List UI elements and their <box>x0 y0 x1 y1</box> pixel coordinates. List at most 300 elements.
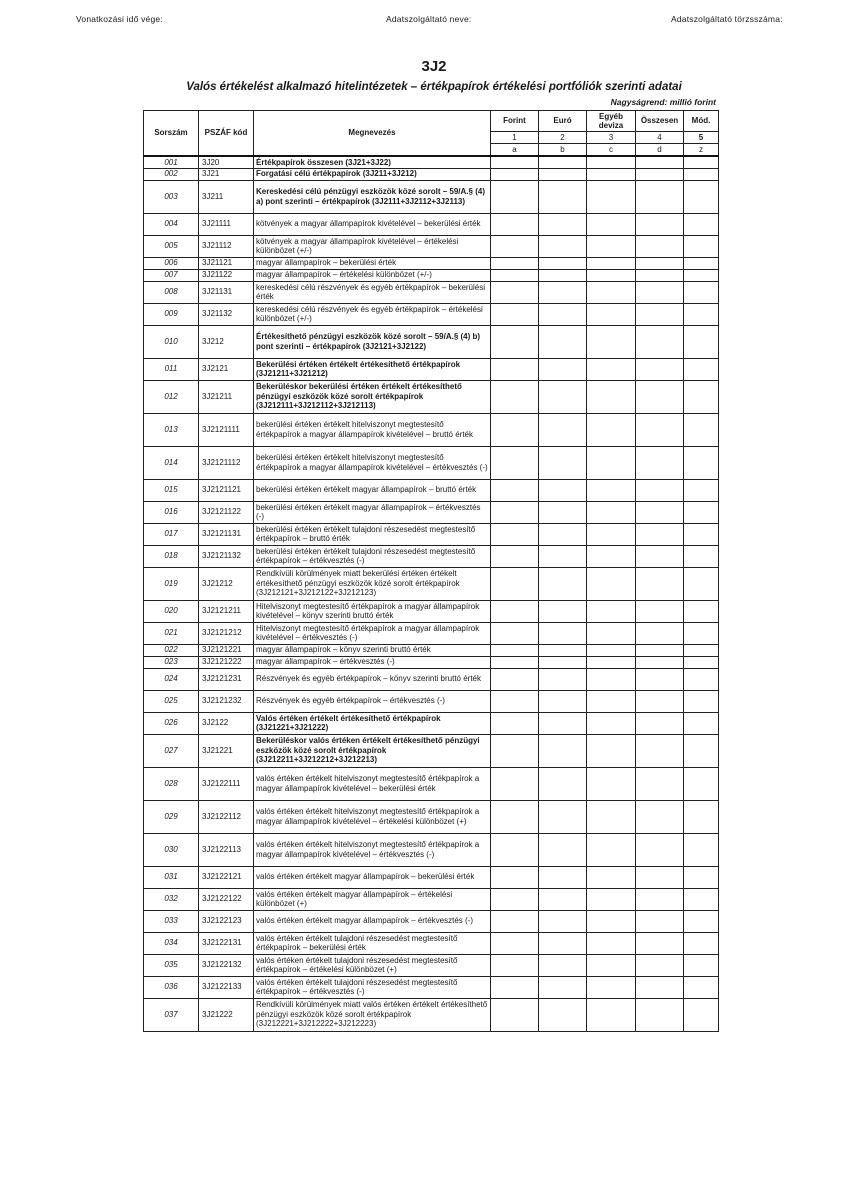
value-cell-forint[interactable] <box>491 501 539 523</box>
value-cell-total[interactable] <box>636 168 684 180</box>
table-row <box>144 523 719 545</box>
col-letter: c <box>587 144 636 157</box>
value-cell-forint[interactable] <box>491 866 539 888</box>
value-cell-forint[interactable] <box>491 545 539 567</box>
table-row <box>144 976 719 998</box>
value-cell-euro[interactable] <box>539 325 587 358</box>
value-cell-mod[interactable] <box>684 734 719 767</box>
value-cell-other-currency[interactable] <box>587 281 636 303</box>
value-cell-euro[interactable] <box>539 910 587 932</box>
value-cell-mod[interactable] <box>684 932 719 954</box>
value-cell-total[interactable] <box>636 567 684 600</box>
value-cell-mod[interactable] <box>684 501 719 523</box>
table-row <box>144 866 719 888</box>
value-cell-other-currency[interactable] <box>587 600 636 622</box>
value-cell-total[interactable] <box>636 479 684 501</box>
value-cell-forint[interactable] <box>491 932 539 954</box>
value-cell-euro[interactable] <box>539 622 587 644</box>
value-cell-euro[interactable] <box>539 380 587 413</box>
value-cell-total[interactable] <box>636 998 684 1031</box>
value-cell-total[interactable] <box>636 910 684 932</box>
value-cell-total[interactable] <box>636 358 684 380</box>
value-cell-other-currency[interactable] <box>587 954 636 976</box>
table-row <box>144 644 719 656</box>
value-cell-forint[interactable] <box>491 180 539 213</box>
value-cell-total[interactable] <box>636 622 684 644</box>
value-cell-other-currency[interactable] <box>587 656 636 668</box>
value-cell-forint[interactable] <box>491 156 539 168</box>
value-cell-total[interactable] <box>636 523 684 545</box>
value-cell-other-currency[interactable] <box>587 767 636 800</box>
row-code: 3J2122121 <box>199 866 254 888</box>
value-cell-forint[interactable] <box>491 690 539 712</box>
value-cell-forint[interactable] <box>491 800 539 833</box>
row-name: Rendkívüli körülmények miatt valós értéken értékelt értékesíthető pénzügyi eszközök közé sorolt értékpapírok (3J212221+3J212222+3J212223) <box>254 998 491 1031</box>
row-code: 3J21111 <box>199 213 254 235</box>
row-code: 3J2122123 <box>199 910 254 932</box>
row-name: Részvények és egyéb értékpapírok – értékvesztés (-) <box>254 690 491 712</box>
value-cell-euro[interactable] <box>539 213 587 235</box>
value-cell-total[interactable] <box>636 888 684 910</box>
value-cell-other-currency[interactable] <box>587 976 636 998</box>
row-number: 031 <box>144 866 199 888</box>
row-name: valós értéken értékelt magyar állampapírok – bekerülési érték <box>254 866 491 888</box>
value-cell-forint[interactable] <box>491 888 539 910</box>
value-cell-euro[interactable] <box>539 269 587 281</box>
value-cell-euro[interactable] <box>539 998 587 1031</box>
row-code: 3J21112 <box>199 235 254 257</box>
table-row <box>144 932 719 954</box>
value-cell-other-currency[interactable] <box>587 545 636 567</box>
value-cell-forint[interactable] <box>491 954 539 976</box>
value-cell-forint[interactable] <box>491 235 539 257</box>
row-number: 029 <box>144 800 199 833</box>
value-cell-other-currency[interactable] <box>587 888 636 910</box>
value-cell-euro[interactable] <box>539 600 587 622</box>
row-code: 3J211 <box>199 180 254 213</box>
table-row <box>144 767 719 800</box>
row-name: kötvények a magyar állampapírok kivételével – bekerülési érték <box>254 213 491 235</box>
value-cell-total[interactable] <box>636 954 684 976</box>
row-name: bekerülési értéken értékelt magyar állampapírok – értékvesztés (-) <box>254 501 491 523</box>
value-cell-forint[interactable] <box>491 668 539 690</box>
value-cell-other-currency[interactable] <box>587 833 636 866</box>
value-cell-total[interactable] <box>636 866 684 888</box>
value-cell-mod[interactable] <box>684 712 719 734</box>
value-cell-other-currency[interactable] <box>587 269 636 281</box>
row-code: 3J2122 <box>199 712 254 734</box>
row-name: magyar állampapírok – könyv szerinti bruttó érték <box>254 644 491 656</box>
value-cell-mod[interactable] <box>684 600 719 622</box>
col-number: 3 <box>587 132 636 144</box>
value-cell-total[interactable] <box>636 976 684 998</box>
value-cell-other-currency[interactable] <box>587 690 636 712</box>
value-cell-euro[interactable] <box>539 833 587 866</box>
row-number: 028 <box>144 767 199 800</box>
value-cell-other-currency[interactable] <box>587 734 636 767</box>
row-number: 023 <box>144 656 199 668</box>
value-cell-forint[interactable] <box>491 567 539 600</box>
value-cell-total[interactable] <box>636 303 684 325</box>
row-name: valós értéken értékelt magyar állampapírok – értékvesztés (-) <box>254 910 491 932</box>
value-cell-forint[interactable] <box>491 281 539 303</box>
value-cell-total[interactable] <box>636 180 684 213</box>
value-cell-forint[interactable] <box>491 644 539 656</box>
value-cell-mod[interactable] <box>684 446 719 479</box>
table-row <box>144 668 719 690</box>
row-name: Hitelviszonyt megtestesítő értékpapírok a magyar állampapírok kivételével – könyv szerinti bruttó érték <box>254 600 491 622</box>
value-cell-total[interactable] <box>636 656 684 668</box>
value-cell-total[interactable] <box>636 932 684 954</box>
value-cell-forint[interactable] <box>491 998 539 1031</box>
row-name: bekerülési értéken értékelt magyar állampapírok – bruttó érték <box>254 479 491 501</box>
form-title: Valós értékelést alkalmazó hitelintézetek – értékpapírok értékelési portfóliók szerinti adatai <box>186 81 682 93</box>
value-cell-other-currency[interactable] <box>587 213 636 235</box>
table-row <box>144 303 719 325</box>
value-cell-mod[interactable] <box>684 523 719 545</box>
value-cell-other-currency[interactable] <box>587 380 636 413</box>
value-cell-mod[interactable] <box>684 413 719 446</box>
value-cell-total[interactable] <box>636 213 684 235</box>
value-cell-euro[interactable] <box>539 235 587 257</box>
value-cell-other-currency[interactable] <box>587 446 636 479</box>
row-name: kötvények a magyar állampapírok kivételével – értékelési különbözet (+/-) <box>254 235 491 257</box>
table-row <box>144 656 719 668</box>
value-cell-other-currency[interactable] <box>587 622 636 644</box>
value-cell-euro[interactable] <box>539 888 587 910</box>
table-row <box>144 325 719 358</box>
value-cell-euro[interactable] <box>539 866 587 888</box>
row-code: 3J21131 <box>199 281 254 303</box>
row-number: 037 <box>144 998 199 1031</box>
value-cell-forint[interactable] <box>491 380 539 413</box>
table-row <box>144 413 719 446</box>
col-header-pszaf-code: PSZÁF kód <box>199 111 254 157</box>
table-row <box>144 358 719 380</box>
value-cell-forint[interactable] <box>491 303 539 325</box>
value-cell-total[interactable] <box>636 413 684 446</box>
value-cell-other-currency[interactable] <box>587 932 636 954</box>
value-cell-mod[interactable] <box>684 976 719 998</box>
row-number: 035 <box>144 954 199 976</box>
row-name: magyar állampapírok – értékelési különbözet (+/-) <box>254 269 491 281</box>
value-cell-euro[interactable] <box>539 156 587 168</box>
row-code: 3J2121221 <box>199 644 254 656</box>
value-cell-mod[interactable] <box>684 910 719 932</box>
value-cell-euro[interactable] <box>539 734 587 767</box>
value-cell-euro[interactable] <box>539 303 587 325</box>
value-cell-forint[interactable] <box>491 168 539 180</box>
value-cell-euro[interactable] <box>539 656 587 668</box>
row-number: 017 <box>144 523 199 545</box>
table-row <box>144 567 719 600</box>
header-provider-name: Adatszolgáltató neve: <box>386 14 472 24</box>
row-code: 3J2122122 <box>199 888 254 910</box>
row-number: 011 <box>144 358 199 380</box>
row-code: 3J2121111 <box>199 413 254 446</box>
row-name: Részvények és egyéb értékpapírok – könyv szerinti bruttó érték <box>254 668 491 690</box>
value-cell-forint[interactable] <box>491 213 539 235</box>
value-cell-total[interactable] <box>636 833 684 866</box>
value-cell-forint[interactable] <box>491 767 539 800</box>
value-cell-forint[interactable] <box>491 976 539 998</box>
row-number: 022 <box>144 644 199 656</box>
value-cell-other-currency[interactable] <box>587 501 636 523</box>
value-cell-total[interactable] <box>636 545 684 567</box>
row-name: Valós értéken értékelt értékesíthető értékpapírok (3J21221+3J21222) <box>254 712 491 734</box>
value-cell-other-currency[interactable] <box>587 866 636 888</box>
value-cell-total[interactable] <box>636 501 684 523</box>
value-cell-total[interactable] <box>636 644 684 656</box>
value-cell-mod[interactable] <box>684 622 719 644</box>
row-code: 3J2121122 <box>199 501 254 523</box>
value-cell-mod[interactable] <box>684 479 719 501</box>
value-cell-mod[interactable] <box>684 690 719 712</box>
row-number: 020 <box>144 600 199 622</box>
value-cell-other-currency[interactable] <box>587 180 636 213</box>
row-code: 3J2122133 <box>199 976 254 998</box>
value-cell-mod[interactable] <box>684 235 719 257</box>
value-cell-other-currency[interactable] <box>587 712 636 734</box>
col-letter: b <box>539 144 587 157</box>
table-row <box>144 380 719 413</box>
value-cell-euro[interactable] <box>539 644 587 656</box>
value-cell-mod[interactable] <box>684 303 719 325</box>
value-cell-euro[interactable] <box>539 523 587 545</box>
row-number: 003 <box>144 180 199 213</box>
value-cell-total[interactable] <box>636 668 684 690</box>
value-cell-forint[interactable] <box>491 269 539 281</box>
row-number: 032 <box>144 888 199 910</box>
table-row <box>144 269 719 281</box>
value-cell-other-currency[interactable] <box>587 303 636 325</box>
row-name: Értékesíthető pénzügyi eszközök közé sorolt – 59/A.§ (4) b) pont szerinti – értékpapírok (3J2121+3J2122) <box>254 325 491 358</box>
table-row <box>144 479 719 501</box>
row-number: 034 <box>144 932 199 954</box>
table-row <box>144 446 719 479</box>
value-cell-forint[interactable] <box>491 413 539 446</box>
value-cell-forint[interactable] <box>491 523 539 545</box>
value-cell-mod[interactable] <box>684 567 719 600</box>
value-cell-other-currency[interactable] <box>587 325 636 358</box>
value-cell-euro[interactable] <box>539 932 587 954</box>
row-code: 3J2121 <box>199 358 254 380</box>
value-cell-other-currency[interactable] <box>587 668 636 690</box>
value-cell-total[interactable] <box>636 156 684 168</box>
value-cell-total[interactable] <box>636 380 684 413</box>
row-number: 024 <box>144 668 199 690</box>
row-name: kereskedési célú részvények és egyéb értékpapírok – értékelési különbözet (+/-) <box>254 303 491 325</box>
value-cell-forint[interactable] <box>491 734 539 767</box>
row-name: valós értéken értékelt hitelviszonyt megtestesítő értékpapírok a magyar állampapírok kivételével – értékvesztés (-) <box>254 833 491 866</box>
row-name: magyar állampapírok – értékvesztés (-) <box>254 656 491 668</box>
value-cell-total[interactable] <box>636 235 684 257</box>
value-cell-mod[interactable] <box>684 644 719 656</box>
value-cell-mod[interactable] <box>684 269 719 281</box>
value-cell-total[interactable] <box>636 446 684 479</box>
row-number: 036 <box>144 976 199 998</box>
value-cell-other-currency[interactable] <box>587 156 636 168</box>
value-cell-forint[interactable] <box>491 656 539 668</box>
value-cell-euro[interactable] <box>539 180 587 213</box>
value-cell-euro[interactable] <box>539 257 587 269</box>
value-cell-total[interactable] <box>636 800 684 833</box>
value-cell-total[interactable] <box>636 767 684 800</box>
row-number: 005 <box>144 235 199 257</box>
value-cell-mod[interactable] <box>684 325 719 358</box>
row-code: 3J20 <box>199 156 254 168</box>
value-cell-total[interactable] <box>636 712 684 734</box>
table-row <box>144 833 719 866</box>
row-code: 3J2122112 <box>199 800 254 833</box>
value-cell-euro[interactable] <box>539 712 587 734</box>
value-cell-other-currency[interactable] <box>587 910 636 932</box>
row-name: Értékpapírok összesen (3J21+3J22) <box>254 156 491 168</box>
value-cell-mod[interactable] <box>684 168 719 180</box>
row-number: 014 <box>144 446 199 479</box>
row-number: 012 <box>144 380 199 413</box>
value-cell-euro[interactable] <box>539 767 587 800</box>
value-cell-other-currency[interactable] <box>587 479 636 501</box>
value-cell-forint[interactable] <box>491 910 539 932</box>
value-cell-total[interactable] <box>636 325 684 358</box>
row-name: Bekerüléskor bekerülési értéken értékelt értékesíthető pénzügyi eszközök közé sorolt értékpapírok (3J212111+3J212112+3J212113) <box>254 380 491 413</box>
table-row <box>144 910 719 932</box>
value-cell-total[interactable] <box>636 600 684 622</box>
value-cell-euro[interactable] <box>539 567 587 600</box>
header-period-end: Vonatkozási idő vége: <box>76 14 163 24</box>
value-cell-mod[interactable] <box>684 767 719 800</box>
value-cell-euro[interactable] <box>539 690 587 712</box>
table-row <box>144 600 719 622</box>
row-code: 3J2121212 <box>199 622 254 644</box>
value-cell-forint[interactable] <box>491 622 539 644</box>
value-cell-other-currency[interactable] <box>587 523 636 545</box>
col-header-mod: Mód. <box>684 111 719 132</box>
value-cell-mod[interactable] <box>684 281 719 303</box>
row-code: 3J2122113 <box>199 833 254 866</box>
value-cell-forint[interactable] <box>491 446 539 479</box>
value-cell-mod[interactable] <box>684 800 719 833</box>
col-header-name: Megnevezés <box>254 111 491 157</box>
value-cell-euro[interactable] <box>539 281 587 303</box>
value-cell-euro[interactable] <box>539 479 587 501</box>
value-cell-mod[interactable] <box>684 180 719 213</box>
value-cell-euro[interactable] <box>539 668 587 690</box>
value-cell-other-currency[interactable] <box>587 168 636 180</box>
value-cell-euro[interactable] <box>539 545 587 567</box>
value-cell-euro[interactable] <box>539 446 587 479</box>
value-cell-euro[interactable] <box>539 976 587 998</box>
col-letter: d <box>636 144 684 157</box>
value-cell-forint[interactable] <box>491 712 539 734</box>
value-cell-mod[interactable] <box>684 380 719 413</box>
row-number: 009 <box>144 303 199 325</box>
value-cell-mod[interactable] <box>684 888 719 910</box>
value-cell-mod[interactable] <box>684 954 719 976</box>
value-cell-forint[interactable] <box>491 325 539 358</box>
table-row <box>144 690 719 712</box>
value-cell-other-currency[interactable] <box>587 800 636 833</box>
value-cell-total[interactable] <box>636 281 684 303</box>
value-cell-mod[interactable] <box>684 257 719 269</box>
value-cell-other-currency[interactable] <box>587 644 636 656</box>
value-cell-other-currency[interactable] <box>587 567 636 600</box>
value-cell-forint[interactable] <box>491 600 539 622</box>
row-code: 3J2121132 <box>199 545 254 567</box>
value-cell-forint[interactable] <box>491 358 539 380</box>
value-cell-euro[interactable] <box>539 413 587 446</box>
value-cell-mod[interactable] <box>684 998 719 1031</box>
value-cell-other-currency[interactable] <box>587 358 636 380</box>
row-number: 030 <box>144 833 199 866</box>
row-name: magyar állampapírok – bekerülési érték <box>254 257 491 269</box>
value-cell-total[interactable] <box>636 269 684 281</box>
row-number: 010 <box>144 325 199 358</box>
row-code: 3J21121 <box>199 257 254 269</box>
row-code: 3J2121222 <box>199 656 254 668</box>
value-cell-mod[interactable] <box>684 866 719 888</box>
value-cell-total[interactable] <box>636 734 684 767</box>
value-cell-euro[interactable] <box>539 168 587 180</box>
table-row <box>144 954 719 976</box>
table-body <box>144 156 719 1031</box>
row-code: 3J2121112 <box>199 446 254 479</box>
value-cell-other-currency[interactable] <box>587 413 636 446</box>
value-cell-euro[interactable] <box>539 800 587 833</box>
row-name: bekerülési értéken értékelt hitelviszonyt megtestesítő értékpapírok a magyar állampapírok kivételével – értékvesztés (-) <box>254 446 491 479</box>
value-cell-other-currency[interactable] <box>587 235 636 257</box>
value-cell-total[interactable] <box>636 257 684 269</box>
row-number: 015 <box>144 479 199 501</box>
value-cell-euro[interactable] <box>539 954 587 976</box>
value-cell-other-currency[interactable] <box>587 257 636 269</box>
value-cell-forint[interactable] <box>491 257 539 269</box>
value-cell-mod[interactable] <box>684 656 719 668</box>
row-number: 016 <box>144 501 199 523</box>
row-code: 3J21132 <box>199 303 254 325</box>
row-name: Bekerülési értéken értékelt értékesíthető értékpapírok (3J21211+3J21212) <box>254 358 491 380</box>
col-number: 4 <box>636 132 684 144</box>
value-cell-mod[interactable] <box>684 833 719 866</box>
row-name: bekerülési értéken értékelt hitelviszonyt megtestesítő értékpapírok a magyar állampapírok kivételével – bruttó érték <box>254 413 491 446</box>
row-name: Kereskedési célú pénzügyi eszközök közé sorolt – 59/A.§ (4) a) pont szerinti – értékpapírok (3J2111+3J2112+3J2113) <box>254 180 491 213</box>
col-number: 5 <box>684 132 719 144</box>
value-cell-mod[interactable] <box>684 358 719 380</box>
value-cell-total[interactable] <box>636 690 684 712</box>
value-cell-euro[interactable] <box>539 501 587 523</box>
value-cell-mod[interactable] <box>684 668 719 690</box>
value-cell-mod[interactable] <box>684 156 719 168</box>
row-name: valós értéken értékelt hitelviszonyt megtestesítő értékpapírok a magyar állampapírok kivételével – értékelési különbözet (+) <box>254 800 491 833</box>
value-cell-euro[interactable] <box>539 358 587 380</box>
row-number: 013 <box>144 413 199 446</box>
value-cell-other-currency[interactable] <box>587 998 636 1031</box>
value-cell-forint[interactable] <box>491 833 539 866</box>
value-cell-forint[interactable] <box>491 479 539 501</box>
table-row <box>144 180 719 213</box>
unit-note: Nagyságrend: millió forint <box>610 97 716 107</box>
value-cell-mod[interactable] <box>684 213 719 235</box>
col-header-other-currency: Egyéb deviza <box>587 111 636 132</box>
table-row <box>144 998 719 1031</box>
value-cell-mod[interactable] <box>684 545 719 567</box>
row-number: 006 <box>144 257 199 269</box>
row-name: kereskedési célú részvények és egyéb értékpapírok – bekerülési érték <box>254 281 491 303</box>
table-row <box>144 501 719 523</box>
row-name: Forgatási célú értékpapírok (3J211+3J212) <box>254 168 491 180</box>
row-code: 3J2121131 <box>199 523 254 545</box>
